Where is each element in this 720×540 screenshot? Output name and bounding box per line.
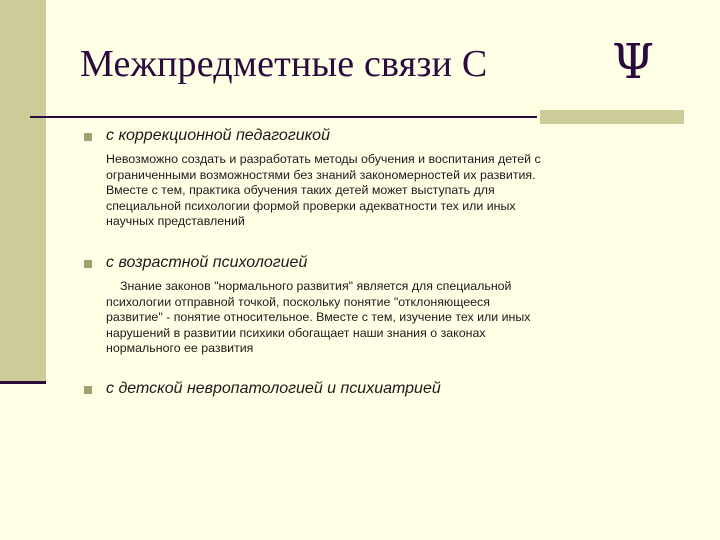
text-line: психологии отправной точкой, поскольку понятие "отклоняющееся: [106, 294, 490, 309]
section-heading: с детской невропатологией и психиатрией: [106, 380, 441, 397]
left-accent-bar: [0, 0, 46, 382]
text-line: нарушений в развитии психики обогащает наши знания о законах: [106, 325, 486, 340]
slide-title: Межпредметные связи С: [80, 43, 488, 85]
text-line: Знание законов "нормального развития" является для специальной: [120, 279, 512, 293]
text-line: специальной психологии формой проверки адекватности тех или иных: [106, 198, 516, 213]
text-line: нормального ее развития: [106, 341, 254, 356]
title-divider-accent: [540, 110, 684, 124]
section-text: [106, 152, 541, 230]
bullet-marker: [84, 133, 92, 141]
text-line: Невозможно создать и разработать методы обучения и воспитания детей с: [106, 152, 541, 166]
section-heading: с возрастной психологией: [106, 254, 308, 271]
title-divider: [30, 116, 537, 118]
left-accent-divider: [0, 381, 46, 384]
bullet-marker: [84, 386, 92, 394]
text-line: научных представлений: [106, 214, 245, 229]
text-line: ограниченными возможностями без знаний закономерностей их развития.: [106, 167, 536, 182]
section-text: [106, 279, 531, 357]
bullet-marker: [84, 260, 92, 268]
psi-symbol: Ψ: [612, 34, 655, 90]
text-line: развитие" - понятие относительное. Вместе с тем, изучение тех или иных: [106, 310, 531, 325]
text-line: Вместе с тем, практика обучения таких детей может выступать для: [106, 183, 495, 198]
section-heading: с коррекционной педагогикой: [106, 127, 330, 144]
